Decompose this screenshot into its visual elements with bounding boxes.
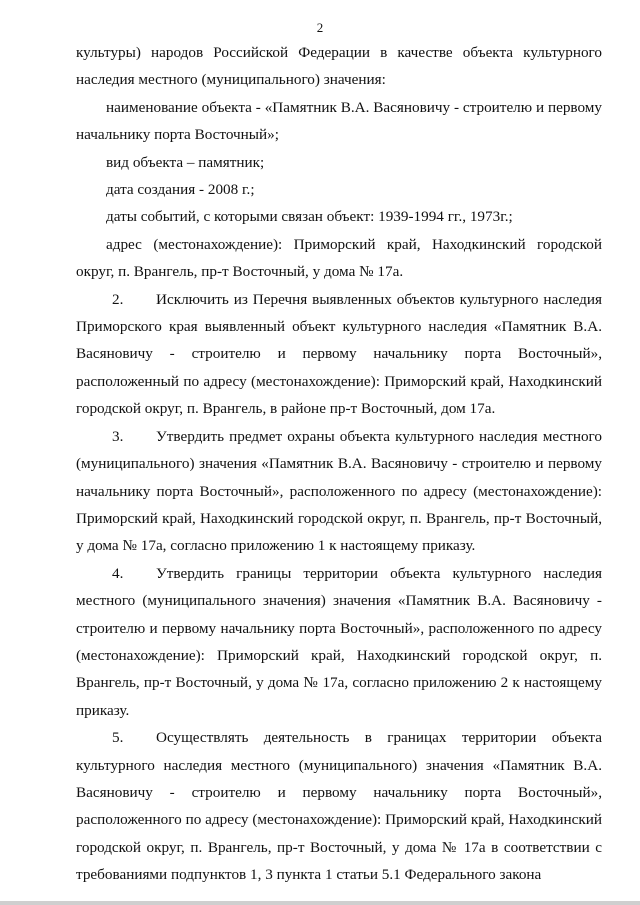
paragraph-address: адрес (местонахождение): Приморский край, Находкинский городской округ, п. Врангель, пр-т Восточный, у дома № 17а. xyxy=(76,235,602,281)
document-body xyxy=(76,39,602,889)
paragraph-object-type: вид объекта – памятник; xyxy=(106,153,265,171)
item-number: 3. xyxy=(112,427,124,445)
paragraph-creation-date: дата создания - 2008 г.; xyxy=(106,181,255,199)
item-text: Осуществлять деятельность в границах территории объекта культурного наследия местного (муниципального) значения «Памятник В.А. Васяновичу - строителю и первому начальнику порта Восточный», расположенного по адресу (местонахождение): Приморский край, Находкинский городской округ, п. Врангель, пр-т Восточный, у дома № 17а в соответствии с требованиями подпунктов 1, 3 пункта 1 статьи 5.1 Федерального закона xyxy=(76,729,602,884)
item-number: 4. xyxy=(112,564,124,582)
numbered-item-2 xyxy=(76,286,602,423)
numbered-item-4 xyxy=(76,560,602,724)
numbered-item-5 xyxy=(76,724,602,888)
item-text: Утвердить границы территории объекта культурного наследия местного (муниципального значения) значения «Памятник В.А. Васяновичу - строителю и первому начальнику порта Восточный», расположенного по адресу (местонахождение): Приморский край, Находкинский городской округ, п. Врангель, пр-т Восточный, у дома № 17а, согласно приложению 2 к настоящему приказу. xyxy=(76,564,602,719)
item-number: 5. xyxy=(112,729,124,747)
scan-bottom-edge xyxy=(0,901,640,905)
item-text: Утвердить предмет охраны объекта культурного наследия местного (муниципального) значения «Памятник В.А. Васяновичу - строителю и первому начальнику порта Восточный», расположенного по адресу (местонахождение): Приморский край, Находкинский городской округ, п. Врангель, пр-т Восточный, у дома № 17а, согласно приложению 1 к настоящему приказу. xyxy=(76,427,602,555)
page-number: 2 xyxy=(316,20,324,35)
paragraph-object-name: наименование объекта - «Памятник В.А. Васяновичу - строителю и первому начальнику порта Восточный»; xyxy=(76,98,602,144)
item-text: Исключить из Перечня выявленных объектов культурного наследия Приморского края выявленный объект культурного наследия «Памятник В.А. Васяновичу - строителю и первому начальнику порта Восточный», расположенный по адресу (местонахождение): Приморский край, Находкинский городской округ, п. Врангель, в районе пр-т Восточный, дом 17а. xyxy=(76,290,602,418)
item-number: 2. xyxy=(112,290,124,308)
numbered-item-3 xyxy=(76,423,602,560)
paragraph-event-dates: даты событий, с которыми связан объект: 1939-1994 гг., 1973г.; xyxy=(106,208,513,226)
paragraph-intro: культуры) народов Российской Федерации в качестве объекта культурного наследия местного (муниципального) значения: xyxy=(76,44,602,89)
